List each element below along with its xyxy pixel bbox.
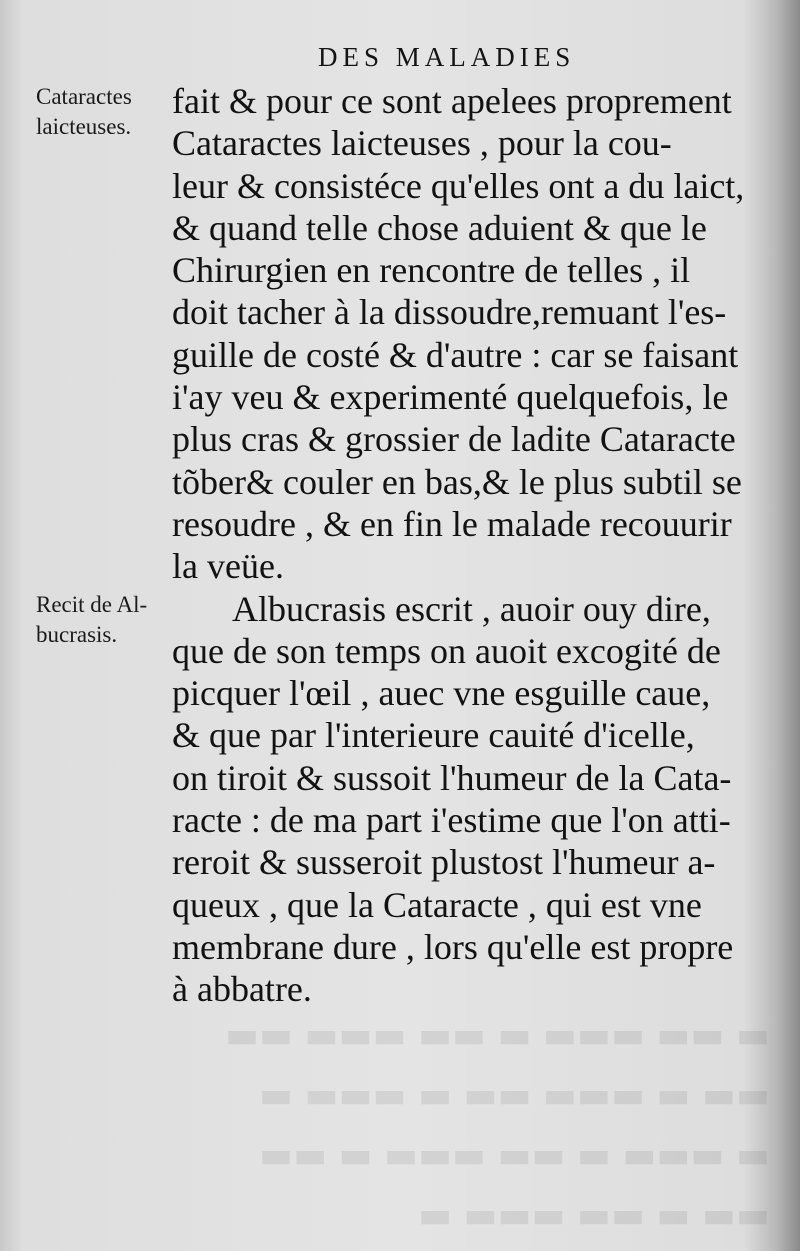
text-line: guille de costé & d'autre : car se faisant [172, 334, 739, 375]
show-through-texture: ▬ ▬▬ ▬▬▬ ▬ ▬▬ ▬▬▬ ▬▬ [225, 1015, 770, 1056]
margin-note-line: Cataractes [36, 84, 132, 109]
text-line: & quand telle chose aduient & que le [172, 207, 707, 248]
show-through-texture: ▬▬ ▬ ▬▬▬ ▬▬ ▬ ▬▬▬ ▬ [259, 1075, 770, 1116]
text-line: Albucrasis escrit , auoir ouy dire, [232, 588, 711, 629]
text-line: resoudre , & en fin le malade recouurir [172, 503, 732, 544]
text-line: à abbatre. [172, 969, 312, 1010]
margin-note-line: Recit de Al- [36, 592, 148, 617]
text-line: Cataractes laicteuses , pour la cou- [172, 123, 672, 164]
text-line: la veüe. [172, 546, 284, 587]
text-line: queux , que la Cataracte , qui est vne [172, 884, 702, 925]
margin-note-line: bucrasis. [36, 622, 118, 647]
text-line: plus cras & grossier de ladite Cataracte [172, 419, 736, 460]
text-line: reroit & susseroit plustost l'humeur a- [172, 842, 716, 883]
text-line: on tiroit & sussoit l'humeur de la Cata- [172, 757, 732, 798]
text-line: leur & consistéce qu'elles ont a du laict, [172, 165, 745, 206]
text-line: tõber& couler en bas,& le plus subtil se [172, 461, 742, 502]
text-line: racte : de ma part i'estime que l'on atti- [172, 800, 731, 841]
text-line: fait & pour ce sont apelees proprement [172, 81, 732, 121]
text-line: membrane dure , lors qu'elle est propre [172, 926, 734, 967]
text-line: i'ay veu & experimenté quelquefois, le [172, 377, 729, 418]
body-text [172, 80, 757, 1011]
margin-note [36, 82, 161, 142]
margin-note [36, 590, 161, 650]
margin-note-line: laicteuses. [36, 114, 132, 139]
text-line: doit tacher à la dissoudre,remuant l'es- [172, 292, 727, 333]
text-line: & que par l'interieure cauité d'icelle, [172, 715, 695, 756]
show-through-texture: ▬ ▬▬▬ ▬ ▬▬ ▬▬▬ ▬ ▬▬ [259, 1135, 770, 1176]
show-through-texture: ▬▬ ▬ ▬▬ ▬▬▬ ▬ [418, 1195, 770, 1236]
text-line: picquer l'œil , auec vne esguille caue, [172, 673, 711, 714]
text-line: que de son temps on auoit excogité de [172, 630, 721, 671]
running-head: DES MALADIES [318, 42, 576, 72]
text-line: Chirurgien en rencontre de telles , il [172, 250, 691, 291]
